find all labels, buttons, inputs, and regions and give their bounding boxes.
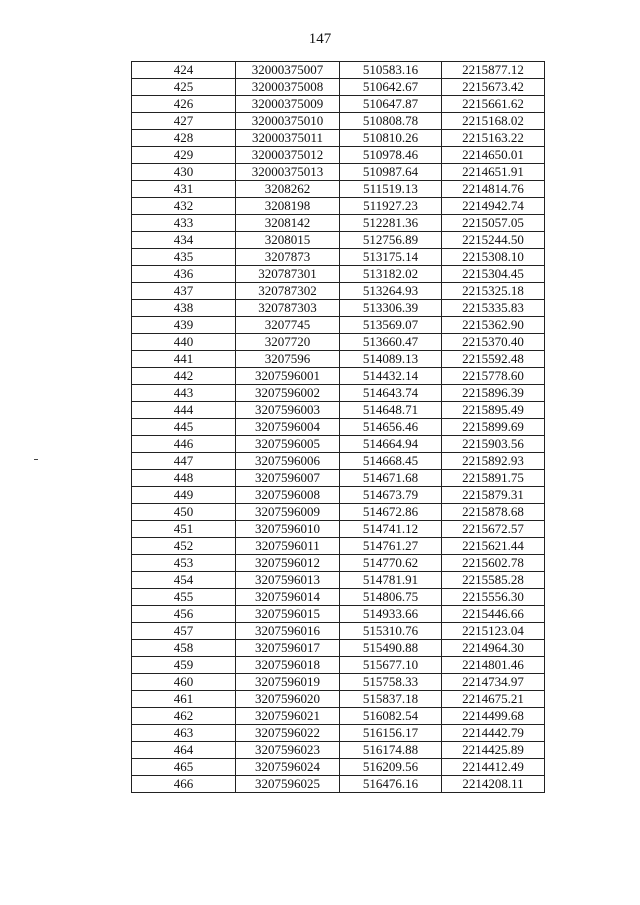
point-id-cell: 3207596008 — [236, 487, 340, 504]
point-number-cell: 425 — [132, 79, 236, 96]
point-number-cell: 460 — [132, 674, 236, 691]
point-id-cell: 32000375007 — [236, 62, 340, 79]
point-id-cell: 3208015 — [236, 232, 340, 249]
margin-mark — [34, 459, 38, 460]
point-number-cell: 424 — [132, 62, 236, 79]
table-row — [132, 419, 545, 436]
x-coordinate-cell: 513660.47 — [340, 334, 442, 351]
y-coordinate-cell: 2215304.45 — [442, 266, 545, 283]
point-id-cell: 3207596025 — [236, 776, 340, 793]
point-id-cell: 3207596009 — [236, 504, 340, 521]
point-number-cell: 458 — [132, 640, 236, 657]
point-id-cell: 320787302 — [236, 283, 340, 300]
table-row — [132, 504, 545, 521]
point-number-cell: 452 — [132, 538, 236, 555]
y-coordinate-cell: 2215556.30 — [442, 589, 545, 606]
x-coordinate-cell: 514671.68 — [340, 470, 442, 487]
y-coordinate-cell: 2214425.89 — [442, 742, 545, 759]
point-id-cell: 32000375010 — [236, 113, 340, 130]
x-coordinate-cell: 510642.67 — [340, 79, 442, 96]
table-row — [132, 300, 545, 317]
x-coordinate-cell: 515677.10 — [340, 657, 442, 674]
point-id-cell: 3207596016 — [236, 623, 340, 640]
point-id-cell: 3207596004 — [236, 419, 340, 436]
table-row — [132, 589, 545, 606]
y-coordinate-cell: 2215903.56 — [442, 436, 545, 453]
table-row — [132, 62, 545, 79]
point-number-cell: 435 — [132, 249, 236, 266]
x-coordinate-cell: 513264.93 — [340, 283, 442, 300]
y-coordinate-cell: 2215057.05 — [442, 215, 545, 232]
point-id-cell: 32000375011 — [236, 130, 340, 147]
point-id-cell: 32000375012 — [236, 147, 340, 164]
table-row — [132, 249, 545, 266]
point-number-cell: 454 — [132, 572, 236, 589]
y-coordinate-cell: 2215899.69 — [442, 419, 545, 436]
point-id-cell: 3207596005 — [236, 436, 340, 453]
y-coordinate-cell: 2215325.18 — [442, 283, 545, 300]
y-coordinate-cell: 2215673.42 — [442, 79, 545, 96]
point-number-cell: 444 — [132, 402, 236, 419]
table-row — [132, 334, 545, 351]
table-row — [132, 96, 545, 113]
x-coordinate-cell: 514672.86 — [340, 504, 442, 521]
y-coordinate-cell: 2214675.21 — [442, 691, 545, 708]
point-id-cell: 3207596006 — [236, 453, 340, 470]
point-number-cell: 428 — [132, 130, 236, 147]
x-coordinate-cell: 516174.88 — [340, 742, 442, 759]
point-id-cell: 3207596019 — [236, 674, 340, 691]
point-number-cell: 457 — [132, 623, 236, 640]
y-coordinate-cell: 2215335.83 — [442, 300, 545, 317]
point-number-cell: 440 — [132, 334, 236, 351]
point-number-cell: 464 — [132, 742, 236, 759]
point-id-cell: 32000375013 — [236, 164, 340, 181]
point-id-cell: 32000375009 — [236, 96, 340, 113]
x-coordinate-cell: 513306.39 — [340, 300, 442, 317]
y-coordinate-cell: 2215879.31 — [442, 487, 545, 504]
coordinates-table — [131, 61, 545, 793]
x-coordinate-cell: 514089.13 — [340, 351, 442, 368]
x-coordinate-cell: 514770.62 — [340, 555, 442, 572]
x-coordinate-cell: 514432.14 — [340, 368, 442, 385]
x-coordinate-cell: 514741.12 — [340, 521, 442, 538]
y-coordinate-cell: 2215621.44 — [442, 538, 545, 555]
x-coordinate-cell: 510810.26 — [340, 130, 442, 147]
y-coordinate-cell: 2214734.97 — [442, 674, 545, 691]
x-coordinate-cell: 514933.66 — [340, 606, 442, 623]
table-row — [132, 708, 545, 725]
point-number-cell: 447 — [132, 453, 236, 470]
y-coordinate-cell: 2215778.60 — [442, 368, 545, 385]
x-coordinate-cell: 514806.75 — [340, 589, 442, 606]
y-coordinate-cell: 2215585.28 — [442, 572, 545, 589]
x-coordinate-cell: 513569.07 — [340, 317, 442, 334]
point-id-cell: 3207596023 — [236, 742, 340, 759]
point-id-cell: 320787301 — [236, 266, 340, 283]
y-coordinate-cell: 2215878.68 — [442, 504, 545, 521]
x-coordinate-cell: 514643.74 — [340, 385, 442, 402]
y-coordinate-cell: 2214964.30 — [442, 640, 545, 657]
y-coordinate-cell: 2214412.49 — [442, 759, 545, 776]
table-row — [132, 266, 545, 283]
point-number-cell: 450 — [132, 504, 236, 521]
y-coordinate-cell: 2215123.04 — [442, 623, 545, 640]
y-coordinate-cell: 2215892.93 — [442, 453, 545, 470]
x-coordinate-cell: 510808.78 — [340, 113, 442, 130]
table-row — [132, 623, 545, 640]
x-coordinate-cell: 513182.02 — [340, 266, 442, 283]
point-id-cell: 3207596012 — [236, 555, 340, 572]
point-number-cell: 448 — [132, 470, 236, 487]
y-coordinate-cell: 2215244.50 — [442, 232, 545, 249]
y-coordinate-cell: 2214942.74 — [442, 198, 545, 215]
table-row — [132, 453, 545, 470]
y-coordinate-cell: 2215163.22 — [442, 130, 545, 147]
table-row — [132, 606, 545, 623]
point-id-cell: 3207596020 — [236, 691, 340, 708]
table-row — [132, 164, 545, 181]
y-coordinate-cell: 2215370.40 — [442, 334, 545, 351]
point-id-cell: 3208198 — [236, 198, 340, 215]
table-row — [132, 487, 545, 504]
coordinates-table-body — [132, 62, 545, 793]
point-number-cell: 438 — [132, 300, 236, 317]
page-number: 147 — [308, 31, 332, 47]
table-row — [132, 436, 545, 453]
x-coordinate-cell: 516156.17 — [340, 725, 442, 742]
point-number-cell: 449 — [132, 487, 236, 504]
point-number-cell: 437 — [132, 283, 236, 300]
y-coordinate-cell: 2215308.10 — [442, 249, 545, 266]
x-coordinate-cell: 514664.94 — [340, 436, 442, 453]
point-id-cell: 3207596022 — [236, 725, 340, 742]
x-coordinate-cell: 510978.46 — [340, 147, 442, 164]
table-row — [132, 776, 545, 793]
table-row — [132, 759, 545, 776]
x-coordinate-cell: 514648.71 — [340, 402, 442, 419]
table-row — [132, 113, 545, 130]
point-number-cell: 459 — [132, 657, 236, 674]
point-number-cell: 462 — [132, 708, 236, 725]
table-row — [132, 725, 545, 742]
table-row — [132, 402, 545, 419]
y-coordinate-cell: 2214208.11 — [442, 776, 545, 793]
table-row — [132, 742, 545, 759]
point-id-cell: 3207596011 — [236, 538, 340, 555]
y-coordinate-cell: 2215672.57 — [442, 521, 545, 538]
point-number-cell: 433 — [132, 215, 236, 232]
point-id-cell: 32000375008 — [236, 79, 340, 96]
table-row — [132, 572, 545, 589]
x-coordinate-cell: 515837.18 — [340, 691, 442, 708]
y-coordinate-cell: 2215446.66 — [442, 606, 545, 623]
table-row — [132, 470, 545, 487]
point-id-cell: 3207596015 — [236, 606, 340, 623]
point-id-cell: 3207596018 — [236, 657, 340, 674]
x-coordinate-cell: 510583.16 — [340, 62, 442, 79]
table-row — [132, 181, 545, 198]
point-id-cell: 3208142 — [236, 215, 340, 232]
y-coordinate-cell: 2214442.79 — [442, 725, 545, 742]
point-number-cell: 441 — [132, 351, 236, 368]
x-coordinate-cell: 515490.88 — [340, 640, 442, 657]
y-coordinate-cell: 2215661.62 — [442, 96, 545, 113]
point-number-cell: 439 — [132, 317, 236, 334]
point-id-cell: 3207596003 — [236, 402, 340, 419]
table-row — [132, 691, 545, 708]
table-row — [132, 215, 545, 232]
point-id-cell: 3207720 — [236, 334, 340, 351]
point-number-cell: 429 — [132, 147, 236, 164]
point-id-cell: 3207596010 — [236, 521, 340, 538]
y-coordinate-cell: 2214650.01 — [442, 147, 545, 164]
point-id-cell: 3207596002 — [236, 385, 340, 402]
x-coordinate-cell: 514673.79 — [340, 487, 442, 504]
y-coordinate-cell: 2215891.75 — [442, 470, 545, 487]
point-id-cell: 320787303 — [236, 300, 340, 317]
table-row — [132, 674, 545, 691]
table-row — [132, 198, 545, 215]
table-row — [132, 317, 545, 334]
table-row — [132, 555, 545, 572]
point-number-cell: 466 — [132, 776, 236, 793]
x-coordinate-cell: 510647.87 — [340, 96, 442, 113]
y-coordinate-cell: 2215362.90 — [442, 317, 545, 334]
point-number-cell: 427 — [132, 113, 236, 130]
table-row — [132, 283, 545, 300]
x-coordinate-cell: 510987.64 — [340, 164, 442, 181]
table-row — [132, 232, 545, 249]
point-number-cell: 463 — [132, 725, 236, 742]
x-coordinate-cell: 515758.33 — [340, 674, 442, 691]
x-coordinate-cell: 512281.36 — [340, 215, 442, 232]
x-coordinate-cell: 515310.76 — [340, 623, 442, 640]
y-coordinate-cell: 2214814.76 — [442, 181, 545, 198]
table-row — [132, 640, 545, 657]
table-row — [132, 130, 545, 147]
point-id-cell: 3207596013 — [236, 572, 340, 589]
table-row — [132, 657, 545, 674]
y-coordinate-cell: 2215168.02 — [442, 113, 545, 130]
table-row — [132, 79, 545, 96]
point-number-cell: 434 — [132, 232, 236, 249]
point-number-cell: 431 — [132, 181, 236, 198]
point-number-cell: 442 — [132, 368, 236, 385]
point-id-cell: 3207873 — [236, 249, 340, 266]
y-coordinate-cell: 2215896.39 — [442, 385, 545, 402]
point-id-cell: 3208262 — [236, 181, 340, 198]
y-coordinate-cell: 2215602.78 — [442, 555, 545, 572]
y-coordinate-cell: 2214499.68 — [442, 708, 545, 725]
table-row — [132, 351, 545, 368]
x-coordinate-cell: 516209.56 — [340, 759, 442, 776]
x-coordinate-cell: 514761.27 — [340, 538, 442, 555]
y-coordinate-cell: 2214651.91 — [442, 164, 545, 181]
x-coordinate-cell: 513175.14 — [340, 249, 442, 266]
point-number-cell: 443 — [132, 385, 236, 402]
x-coordinate-cell: 514656.46 — [340, 419, 442, 436]
point-id-cell: 3207596007 — [236, 470, 340, 487]
table-row — [132, 521, 545, 538]
y-coordinate-cell: 2215592.48 — [442, 351, 545, 368]
point-number-cell: 461 — [132, 691, 236, 708]
y-coordinate-cell: 2215895.49 — [442, 402, 545, 419]
point-id-cell: 3207596024 — [236, 759, 340, 776]
x-coordinate-cell: 512756.89 — [340, 232, 442, 249]
x-coordinate-cell: 516476.16 — [340, 776, 442, 793]
table-row — [132, 147, 545, 164]
point-number-cell: 456 — [132, 606, 236, 623]
point-id-cell: 3207596017 — [236, 640, 340, 657]
point-number-cell: 455 — [132, 589, 236, 606]
point-number-cell: 432 — [132, 198, 236, 215]
table-row — [132, 538, 545, 555]
point-number-cell: 451 — [132, 521, 236, 538]
point-number-cell: 453 — [132, 555, 236, 572]
point-id-cell: 3207596 — [236, 351, 340, 368]
point-id-cell: 3207596021 — [236, 708, 340, 725]
point-id-cell: 3207596014 — [236, 589, 340, 606]
x-coordinate-cell: 514781.91 — [340, 572, 442, 589]
point-id-cell: 3207745 — [236, 317, 340, 334]
x-coordinate-cell: 514668.45 — [340, 453, 442, 470]
x-coordinate-cell: 516082.54 — [340, 708, 442, 725]
point-number-cell: 436 — [132, 266, 236, 283]
point-number-cell: 465 — [132, 759, 236, 776]
point-number-cell: 426 — [132, 96, 236, 113]
point-number-cell: 446 — [132, 436, 236, 453]
point-number-cell: 445 — [132, 419, 236, 436]
x-coordinate-cell: 511927.23 — [340, 198, 442, 215]
table-row — [132, 385, 545, 402]
point-number-cell: 430 — [132, 164, 236, 181]
x-coordinate-cell: 511519.13 — [340, 181, 442, 198]
y-coordinate-cell: 2215877.12 — [442, 62, 545, 79]
y-coordinate-cell: 2214801.46 — [442, 657, 545, 674]
point-id-cell: 3207596001 — [236, 368, 340, 385]
table-row — [132, 368, 545, 385]
